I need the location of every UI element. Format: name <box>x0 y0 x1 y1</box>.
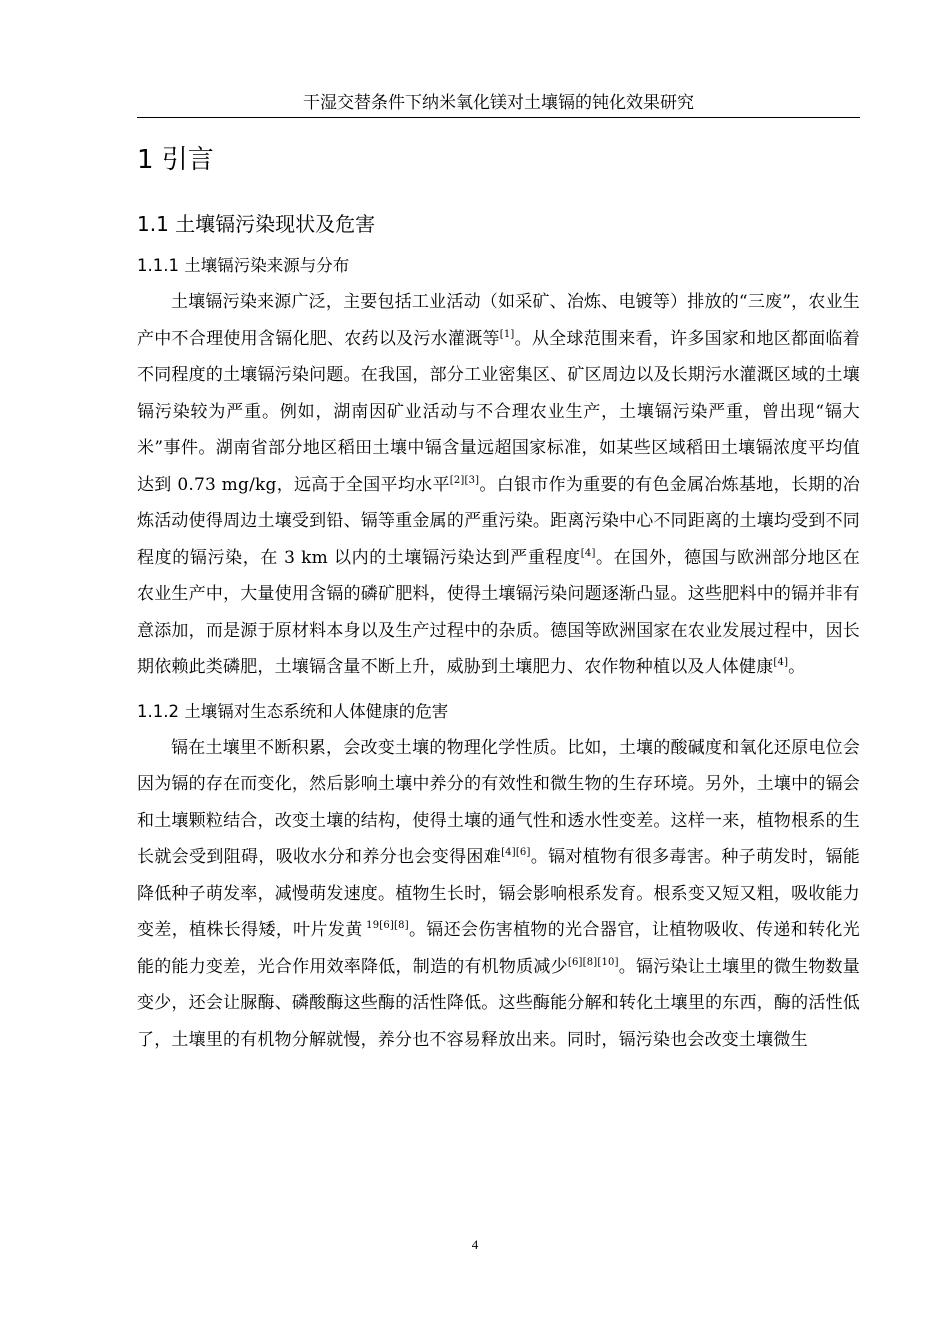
paragraph-text: 。镉还会伤害植物的光合器官，让植物吸收、传递和转化光能的能力变差，光合作用效率降低，制造的有机物质减少 <box>137 920 860 977</box>
citation: [6][8][10] <box>567 956 619 968</box>
paragraph-text: 。在国外，德国与欧洲部分地区在农业生产中，大量使用含镉的磷矿肥料，使得土壤镉污染问题逐渐凸显。这些肥料中的镉并非有意添加，而是源于原材料本身以及生产过程中的杂质。德国等欧洲国家在农业发展过程中，因长期依赖此类磷肥，土壤镉含量不断上升，威胁到土壤肥力、农作物种植以及人体健康 <box>137 547 860 677</box>
section-title: 1.1 土壤镉污染现状及危害 <box>137 212 376 236</box>
subsection-title-1-1-1: 1.1.1 土壤镉污染来源与分布 <box>137 256 350 275</box>
page-number: 4 <box>471 1237 479 1252</box>
paragraph-text: 。从全球范围来看，许多国家和地区都面临着不同程度的土壤镉污染问题。在我国，部分工业密集区、矿区周边以及长期污水灌溉区域的土壤镉污染较为严重。例如，湖南因矿业活动与不合理农业生产，土壤镉污染严重，曾出现“镉大米”事件。湖南省部分地区稻田土壤中镉含量远超国家标准，如某些区域稻田土壤镉浓度平均值达到 0.73 mg/kg，远高于全国平均水平 <box>137 328 861 495</box>
running-header: 干湿交替条件下纳米氧化镁对土壤镉的钝化效果研究 <box>303 93 694 113</box>
citation: [4] <box>580 547 596 559</box>
paragraph-cadmium-hazards <box>137 730 860 1059</box>
paragraph-cadmium-sources <box>137 284 860 686</box>
paragraph-text: 镉在土壤里不断积累，会改变土壤的物理化学性质。比如，土壤的酸碱度和氧化还原电位会因为镉的存在而变化，然后影响土壤中养分的有效性和微生物的生存环境。另外，土壤中的镉会和土壤颗粒结合，改变土壤的结构，使得土壤的通气性和透水性变差。这样一来，植物根系的生长就会受到阻碍，吸收水分和养分也会变得困难 <box>137 737 860 867</box>
citation: 19[6][8] <box>362 920 409 931</box>
header-divider <box>137 117 860 118</box>
paragraph-text: 。 <box>788 657 806 677</box>
paragraph-text: 。镉对植物有很多毒害。种子萌发时，镉能降低种子萌发率，减慢萌发速度。植物生长时，镉会影响根系发育。根系变又短又粗，吸收能力变差，植株长得矮，叶片发黄 <box>137 847 860 940</box>
citation: [2][3] <box>449 474 480 486</box>
citation: [4] <box>773 657 789 668</box>
paragraph-text: 土壤镉污染来源广泛，主要包括工业活动（如采矿、冶炼、电镀等）排放的“三废”，农业生产中不合理使用含镉化肥、农药以及污水灌溉等 <box>137 292 860 349</box>
paragraph-text: 。镉污染让土壤里的微生物数量变少，还会让脲酶、磷酸酶这些酶的活性降低。这些酶能分解和转化土壤里的东西，酶的活性低了，土壤里的有机物分解就慢，养分也不容易释放出来。同时，镉污染也会改变土壤微生 <box>137 956 860 1050</box>
subsection-title-1-1-2: 1.1.2 土壤镉对生态系统和人体健康的危害 <box>137 701 449 721</box>
paragraph-text: 。白银市作为重要的有色金属冶炼基地，长期的冶炼活动使得周边土壤受到铅、镉等重金属的严重污染。距离污染中心不同距离的土壤均受到不同程度的镉污染，在 3 km 以内的土壤镉污染达到严重程度 <box>137 474 860 568</box>
citation: [1] <box>499 328 515 340</box>
page-body <box>137 140 860 1058</box>
chapter-title: 1 引言 <box>137 145 214 175</box>
citation: [4][6] <box>501 847 531 858</box>
